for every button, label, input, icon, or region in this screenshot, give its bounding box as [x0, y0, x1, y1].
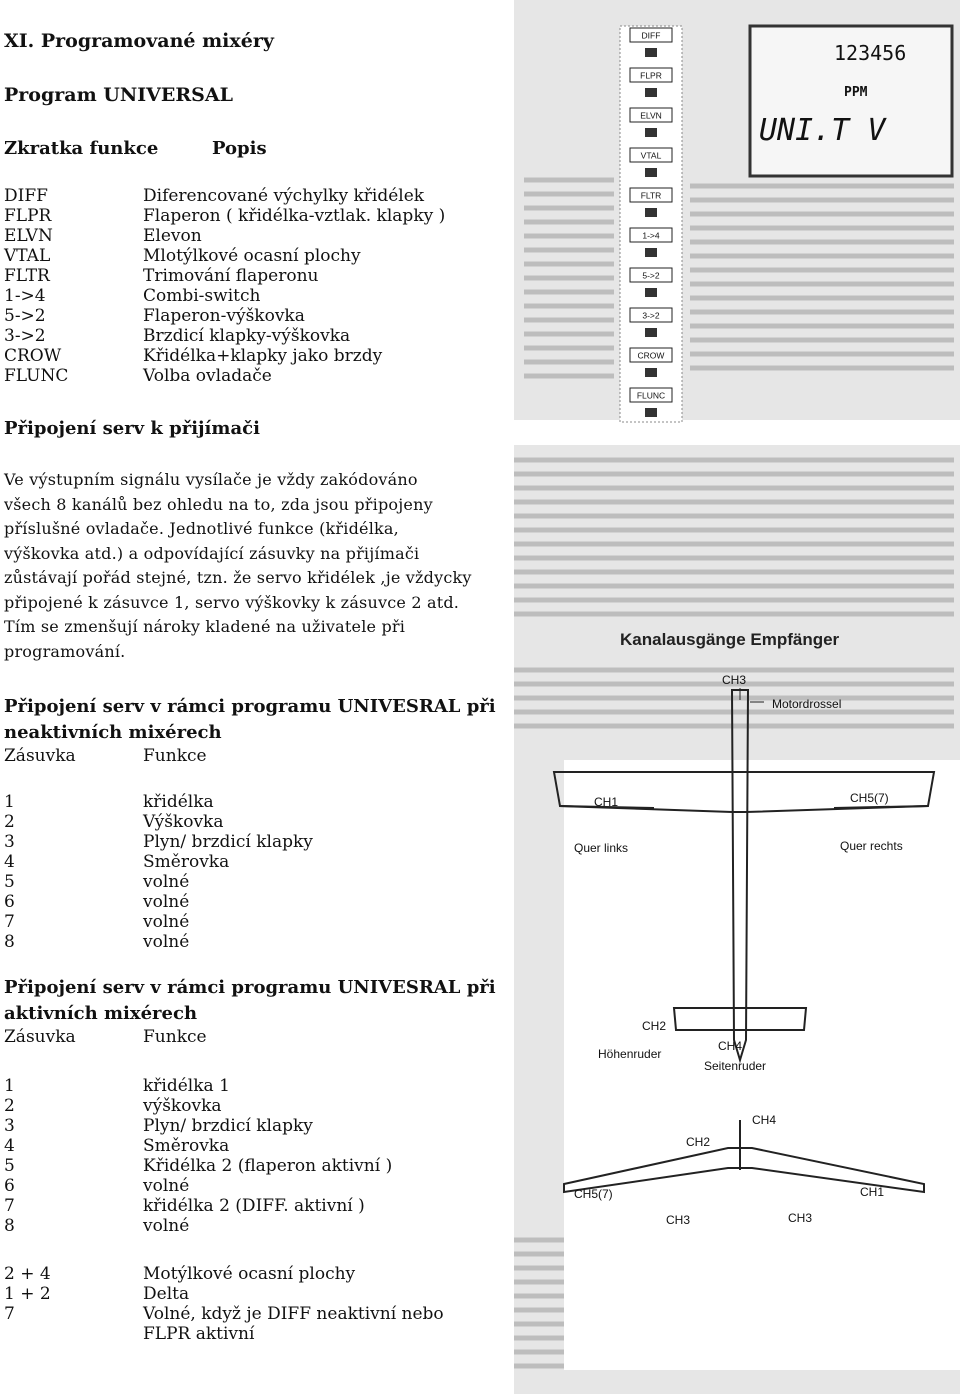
- function-description: Mlotýlkové ocasní plochy: [143, 246, 361, 266]
- table-header-description: Popis: [212, 138, 267, 159]
- socket-function: volné: [143, 932, 190, 952]
- paragraph-line: programování.: [4, 641, 126, 661]
- svg-text:3->2: 3->2: [642, 310, 660, 321]
- function-code: VTAL: [4, 246, 51, 266]
- table-header-shortcut: Zkratka funkce: [4, 138, 159, 159]
- label-motor: Motordrossel: [772, 697, 842, 711]
- socket-number: 7: [4, 1304, 15, 1324]
- svg-text:CROW: CROW: [637, 350, 665, 361]
- socket-function: Křidélka 2 (flaperon aktivní ): [143, 1156, 393, 1176]
- socket-function: Delta: [143, 1284, 190, 1304]
- label-v-ch4: CH4: [752, 1113, 777, 1127]
- socket-number: 3: [4, 832, 15, 852]
- arrow-key-icon: [645, 48, 657, 57]
- paragraph-line: Tím se zmenšují nároky kladené na uživatele při: [4, 617, 406, 636]
- page-title: XI. Programované mixéry: [4, 30, 274, 52]
- socket-number: 3: [4, 1116, 15, 1136]
- socket-function: Volné, když je DIFF neaktivní nebo: [143, 1304, 444, 1324]
- arrow-key-icon: [645, 88, 657, 97]
- socket-function: volné: [143, 872, 190, 892]
- socket-number: 1: [4, 792, 15, 812]
- svg-text:VTAL: VTAL: [640, 150, 662, 161]
- label-ch3: CH3: [722, 673, 747, 687]
- socket-function: volné: [143, 1216, 190, 1236]
- label-ch2: CH2: [642, 1019, 667, 1033]
- socket-function: Směrovka: [143, 1136, 230, 1156]
- function-code: ELVN: [4, 226, 53, 246]
- label-ch5: CH5(7): [850, 791, 889, 805]
- socket-function: Směrovka: [143, 852, 230, 872]
- socket-function: Plyn/ brzdicí klapky: [143, 832, 313, 852]
- active-heading-line1: Připojení serv v rámci programu UNIVESRAL při: [4, 977, 496, 998]
- function-code: FLPR: [4, 206, 52, 226]
- paragraph-line: výškovka atd.) a odpovídající zásuvky na přijímači: [4, 543, 420, 563]
- lcd-mode: PPM: [844, 85, 868, 100]
- label-v-ch3b: CH3: [788, 1211, 813, 1225]
- socket-number: 2: [4, 1096, 15, 1116]
- socket-function: výškovka: [143, 1096, 222, 1116]
- arrow-key-icon: [645, 328, 657, 337]
- arrow-key-icon: [645, 168, 657, 177]
- svg-text:FLPR: FLPR: [640, 70, 662, 81]
- scanned-figure: [514, 0, 960, 1394]
- svg-text:DIFF: DIFF: [641, 30, 661, 41]
- socket-function: volné: [143, 1176, 190, 1196]
- function-code: 3->2: [4, 326, 46, 346]
- arrow-key-icon: [645, 128, 657, 137]
- function-description: Volba ovladače: [143, 366, 272, 386]
- connection-paragraph: [4, 468, 502, 664]
- socket-function: křidélka 2 (DIFF. aktivní ): [143, 1196, 365, 1216]
- inactive-col-function: Funkce: [143, 746, 207, 766]
- socket-number: 1: [4, 1076, 15, 1096]
- socket-function: Plyn/ brzdicí klapky: [143, 1116, 313, 1136]
- socket-number: 4: [4, 1136, 15, 1156]
- active-col-function: Funkce: [143, 1027, 207, 1047]
- socket-function: volné: [143, 912, 190, 932]
- socket-number: 6: [4, 892, 15, 912]
- inactive-col-socket: Zásuvka: [4, 746, 76, 766]
- label-ch4: CH4: [718, 1039, 743, 1053]
- arrow-key-icon: [645, 368, 657, 377]
- function-code: DIFF: [4, 186, 48, 206]
- paragraph-line: všech 8 kanálů bez ohledu na to, zda jsou připojeny: [4, 494, 433, 514]
- socket-function: FLPR aktivní: [143, 1324, 255, 1344]
- function-description: Křidélka+klapky jako brzdy: [143, 346, 383, 366]
- socket-number: 7: [4, 1196, 15, 1216]
- svg-text:ELVN: ELVN: [640, 110, 662, 121]
- socket-number: 4: [4, 852, 15, 872]
- socket-function: volné: [143, 892, 190, 912]
- paragraph-line: připojené k zásuvce 1, servo výškovky k zásuvce 2 atd.: [4, 592, 460, 612]
- function-code: FLUNC: [4, 366, 69, 386]
- function-description: Flaperon ( křidélka-vztlak. klapky ): [143, 206, 446, 226]
- paragraph-line: zůstávají pořád stejné, tzn. že servo křidélek ,je vždycky: [4, 568, 472, 587]
- diagram-title: Kanalausgänge Empfänger: [620, 630, 840, 649]
- function-description: Flaperon-výškovka: [143, 306, 305, 326]
- paragraph-line: příslušné ovladače. Jednotlivé funkce (křidélka,: [4, 519, 399, 538]
- label-aileron-left: Quer links: [574, 841, 629, 855]
- svg-text:1->4: 1->4: [642, 230, 660, 241]
- function-code: 5->2: [4, 306, 46, 326]
- socket-number: 5: [4, 872, 15, 892]
- label-v-ch5: CH5(7): [574, 1187, 613, 1201]
- label-aileron-right: Quer rechts: [840, 839, 903, 853]
- function-code: CROW: [4, 346, 62, 366]
- socket-function: křidélka 1: [143, 1076, 230, 1096]
- arrow-key-icon: [645, 288, 657, 297]
- function-description: Diferencované výchylky křidélek: [143, 186, 425, 206]
- socket-number: 8: [4, 1216, 15, 1236]
- active-heading-line2: aktivních mixérech: [4, 1003, 198, 1024]
- active-col-socket: Zásuvka: [4, 1027, 76, 1047]
- function-code: 1->4: [4, 286, 46, 306]
- inactive-heading-line2: neaktivních mixérech: [4, 722, 222, 743]
- function-description: Trimování flaperonu: [143, 266, 319, 286]
- socket-function: Motýlkové ocasní plochy: [143, 1264, 356, 1284]
- socket-number: 1 + 2: [4, 1284, 51, 1304]
- function-code: FLTR: [4, 266, 50, 286]
- label-v-ch1: CH1: [860, 1185, 885, 1199]
- socket-number: 2 + 4: [4, 1264, 51, 1284]
- lcd-text: UNI.T V: [759, 113, 886, 148]
- program-title: Program UNIVERSAL: [4, 84, 233, 106]
- paragraph-line: Ve výstupním signálu vysílače je vždy zakódováno: [4, 470, 418, 489]
- label-rudder: Seitenruder: [704, 1059, 767, 1073]
- label-v-ch2: CH2: [686, 1135, 711, 1149]
- function-description: Combi-switch: [143, 286, 261, 306]
- svg-text:FLUNC: FLUNC: [636, 390, 666, 401]
- arrow-key-icon: [645, 208, 657, 217]
- socket-function: křidélka: [143, 792, 214, 812]
- inactive-heading-line1: Připojení serv v rámci programu UNIVESRAL při: [4, 696, 496, 717]
- socket-number: 7: [4, 912, 15, 932]
- label-v-ch3a: CH3: [666, 1213, 691, 1227]
- label-elevator: Höhenruder: [598, 1047, 662, 1061]
- arrow-key-icon: [645, 248, 657, 257]
- arrow-key-icon: [645, 408, 657, 417]
- svg-text:FLTR: FLTR: [640, 190, 662, 201]
- connection-heading: Připojení serv k přijímači: [4, 418, 260, 439]
- menu-button-panel: [620, 26, 682, 422]
- socket-number: 5: [4, 1156, 15, 1176]
- function-description: Elevon: [143, 226, 202, 246]
- socket-number: 6: [4, 1176, 15, 1196]
- socket-function: Výškovka: [143, 812, 224, 832]
- label-ch1: CH1: [594, 795, 619, 809]
- function-description: Brzdicí klapky-výškovka: [143, 326, 351, 346]
- socket-number: 2: [4, 812, 15, 832]
- socket-number: 8: [4, 932, 15, 952]
- lcd-digits: 123456: [834, 41, 907, 65]
- svg-text:5->2: 5->2: [642, 270, 660, 281]
